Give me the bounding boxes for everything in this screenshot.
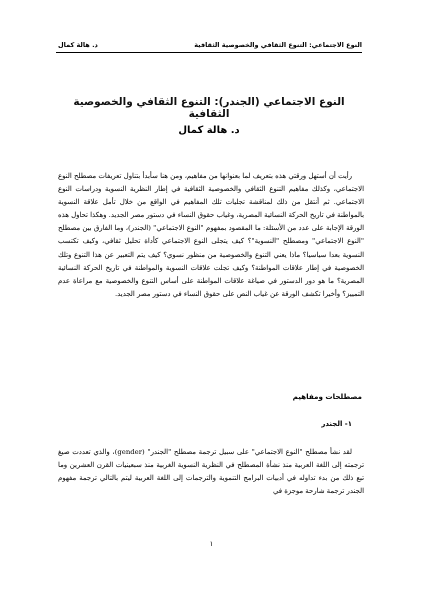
header-title: النوع الاجتماعي: التنوع الثقافي والخصوصية الثقافية [194, 41, 362, 49]
header-author: د. هالة كمال [58, 41, 98, 49]
subsection-heading: ١- الجندر [321, 420, 352, 428]
section-heading: مصطلحات ومفاهيم [292, 392, 362, 401]
running-header [56, 41, 362, 53]
intro-paragraph: رأيت أن أستهل ورقتي هذه بتعريف لما بعنوانها من مفاهيم، ومن هنا سأبدأ بتناول تعريفات مصطلح النوع الاجتماعي، وكذلك مفاهيم التنوع الثقافي والخصوصية الثقافية في إطار النظرية النسوية ودراسات النوع الاجتماعي. ثم أنتقل من ذلك لمناقشة تجليات تلك المفاهيم في الواقع من خلال تأمل علاقة النسوية بالمواطنة في تاريخ الحركة النسائية المصرية، وغياب حقوق النساء في دستور مصر الجديد. وهكذا تحاول هذه الورقة الإجابة على عدد من الأسئلة: ما المقصود بمفهوم "النوع الاجتماعي" (الجندر)، وما الفارق بين مصطلح "النوع الاجتماعي" ومصطلح "النسوية"؟ كيف يتجلى النوع الاجتماعي كأداة تحليل ثقافي، وكيف تكتسب النسوية بعدا سياسيا؟ ماذا يعني التنوع والخصوصية من منظور نسوي؟ كيف يتم التعبير عن هذا التنوع وتلك الخصوصية في إطار علاقات المواطنة؟ وكيف تجلت علاقات النسوية والمواطنة في تاريخ الحركة النسائية المصرية؟ ما هو دور الدستور في صياغة علاقات المواطنة على أساس التنوع والخصوصية مع مراعاة عدم التمييز؟ وأخيرا تكشف الورقة عن غياب النص على حقوق النساء في دستور مصر الجديد. [58, 172, 364, 298]
body-paragraph: لقد نشأ مصطلح "النوع الاجتماعي" على سبيل ترجمة مصطلح "الجندر" (gender)، والذي تعددت صيغ ترجمته إلى اللغة العربية منذ نشأة المصطلح في النظرية النسوية الغربية منذ سبعينيات القرن العشرين وما تبع ذلك من بدء تداوله في أدبيات البرامج التنموية والترجمات إلى اللغة العربية ليتم بالتالي ترجمة مفهوم الجندر ترجمة شارحة موجزة في [58, 448, 364, 496]
page-number: ١ [209, 540, 214, 548]
author-name: د. هالة كمال [178, 125, 240, 136]
paper-title: النوع الاجتماعي (الجندر): التنوع الثقافي والخصوصية الثقافية [73, 96, 345, 120]
